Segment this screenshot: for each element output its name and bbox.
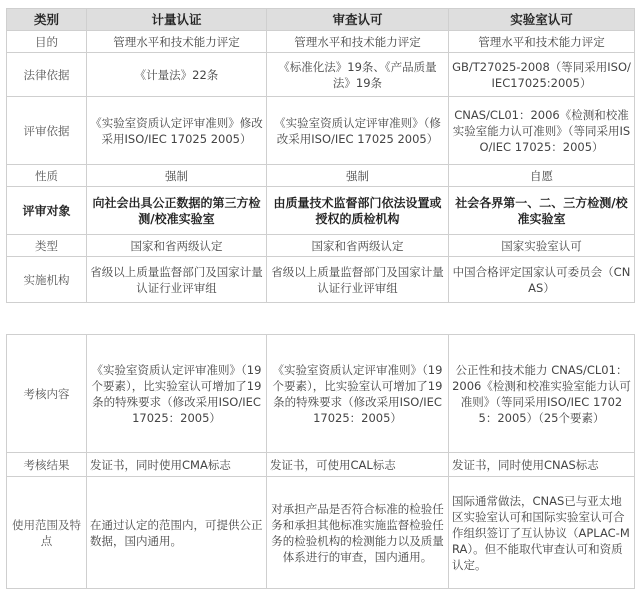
cell: GB/T27025-2008（等同采用ISO/IEC17025:2005） [449, 53, 635, 97]
cell: 对承担产品是否符合标准的检验任务和承担其他标准实施监督检验任务的检验机构的检测能力以及质量体系进行的审查，国内通用。 [267, 477, 449, 589]
table-row [7, 31, 635, 53]
table-row [7, 257, 635, 303]
cell: 管理水平和技术能力评定 [87, 31, 267, 53]
cell: 国家和省两级认定 [267, 235, 449, 257]
cell: 《实验室资质认定评审准则》（19个要素），比实验室认可增加了19条的特殊要求（修改采用ISO/IEC 17025：2005） [267, 335, 449, 453]
cell: 《标准化法》19条、《产品质量法》19条 [267, 53, 449, 97]
cell: 省级以上质量监督部门及国家计量认证行业评审组 [267, 257, 449, 303]
table-row [7, 53, 635, 97]
cell: 在通过认定的范围内，可提供公正数据，国内通用。 [87, 477, 267, 589]
cell: 发证书，可使用CAL标志 [267, 453, 449, 477]
header-review-approval: 审查认可 [267, 9, 449, 31]
header-row [7, 9, 635, 31]
cell: 社会各界第一、二、三方检测/校准实验室 [449, 187, 635, 235]
row-label-review-object: 评审对象 [7, 187, 87, 235]
row-label-legal-basis: 法律依据 [7, 53, 87, 97]
cell: 国际通常做法，CNAS已与亚太地区实验室认可和国际实验室认可合作组织签订了互认协议（APLAC-MRA）。但不能取代审查认可和资质认定。 [449, 477, 635, 589]
cell: 中国合格评定国家认可委员会（CNAS） [449, 257, 635, 303]
row-label-scope-and-features: 使用范围及特点 [7, 477, 87, 589]
cell: 《计量法》22条 [87, 53, 267, 97]
cell: 由质量技术监督部门依法设置或授权的质检机构 [267, 187, 449, 235]
cell: 省级以上质量监督部门及国家计量认证行业评审组 [87, 257, 267, 303]
row-label-nature: 性质 [7, 165, 87, 187]
row-label-assessment-result: 考核结果 [7, 453, 87, 477]
cell: 强制 [87, 165, 267, 187]
cell: 强制 [267, 165, 449, 187]
cell: 《实验室资质认定评审准则》（修改采用ISO/IEC 17025 2005） [267, 97, 449, 165]
header-category: 类别 [7, 9, 87, 31]
row-label-implementing-agency: 实施机构 [7, 257, 87, 303]
cell: 国家实验室认可 [449, 235, 635, 257]
table-row [7, 187, 635, 235]
table-row [7, 97, 635, 165]
cell: 发证书，同时使用CNAS标志 [449, 453, 635, 477]
cell: 国家和省两级认定 [87, 235, 267, 257]
row-label-purpose: 目的 [7, 31, 87, 53]
cell: 公正性和技术能力 CNAS/CL01：2006《检测和校准实验室能力认可准则》（等同采用ISO/IEC 17025：2005）（25个要素） [449, 335, 635, 453]
row-label-assessment-content: 考核内容 [7, 335, 87, 453]
row-label-type: 类型 [7, 235, 87, 257]
row-label-review-basis: 评审依据 [7, 97, 87, 165]
table-row [7, 165, 635, 187]
table-row [7, 477, 635, 589]
table-row [7, 235, 635, 257]
cell: CNAS/CL01：2006《检测和校准实验室能力认可准则》（等同采用ISO/IEC 17025：2005） [449, 97, 635, 165]
cell: 发证书，同时使用CMA标志 [87, 453, 267, 477]
cell: 《实验室资质认定评审准则》修改采用ISO/IEC 17025 2005） [87, 97, 267, 165]
comparison-table-top [6, 8, 635, 303]
table-row [7, 453, 635, 477]
cell: 管理水平和技术能力评定 [449, 31, 635, 53]
header-metrology-certification: 计量认证 [87, 9, 267, 31]
table-row [7, 335, 635, 453]
cell: 《实验室资质认定评审准则》（19个要素），比实验室认可增加了19条的特殊要求（修改采用ISO/IEC 17025：2005） [87, 335, 267, 453]
header-lab-accreditation: 实验室认可 [449, 9, 635, 31]
cell: 向社会出具公正数据的第三方检测/校准实验室 [87, 187, 267, 235]
cell: 管理水平和技术能力评定 [267, 31, 449, 53]
comparison-table-bottom [6, 334, 635, 589]
cell: 自愿 [449, 165, 635, 187]
